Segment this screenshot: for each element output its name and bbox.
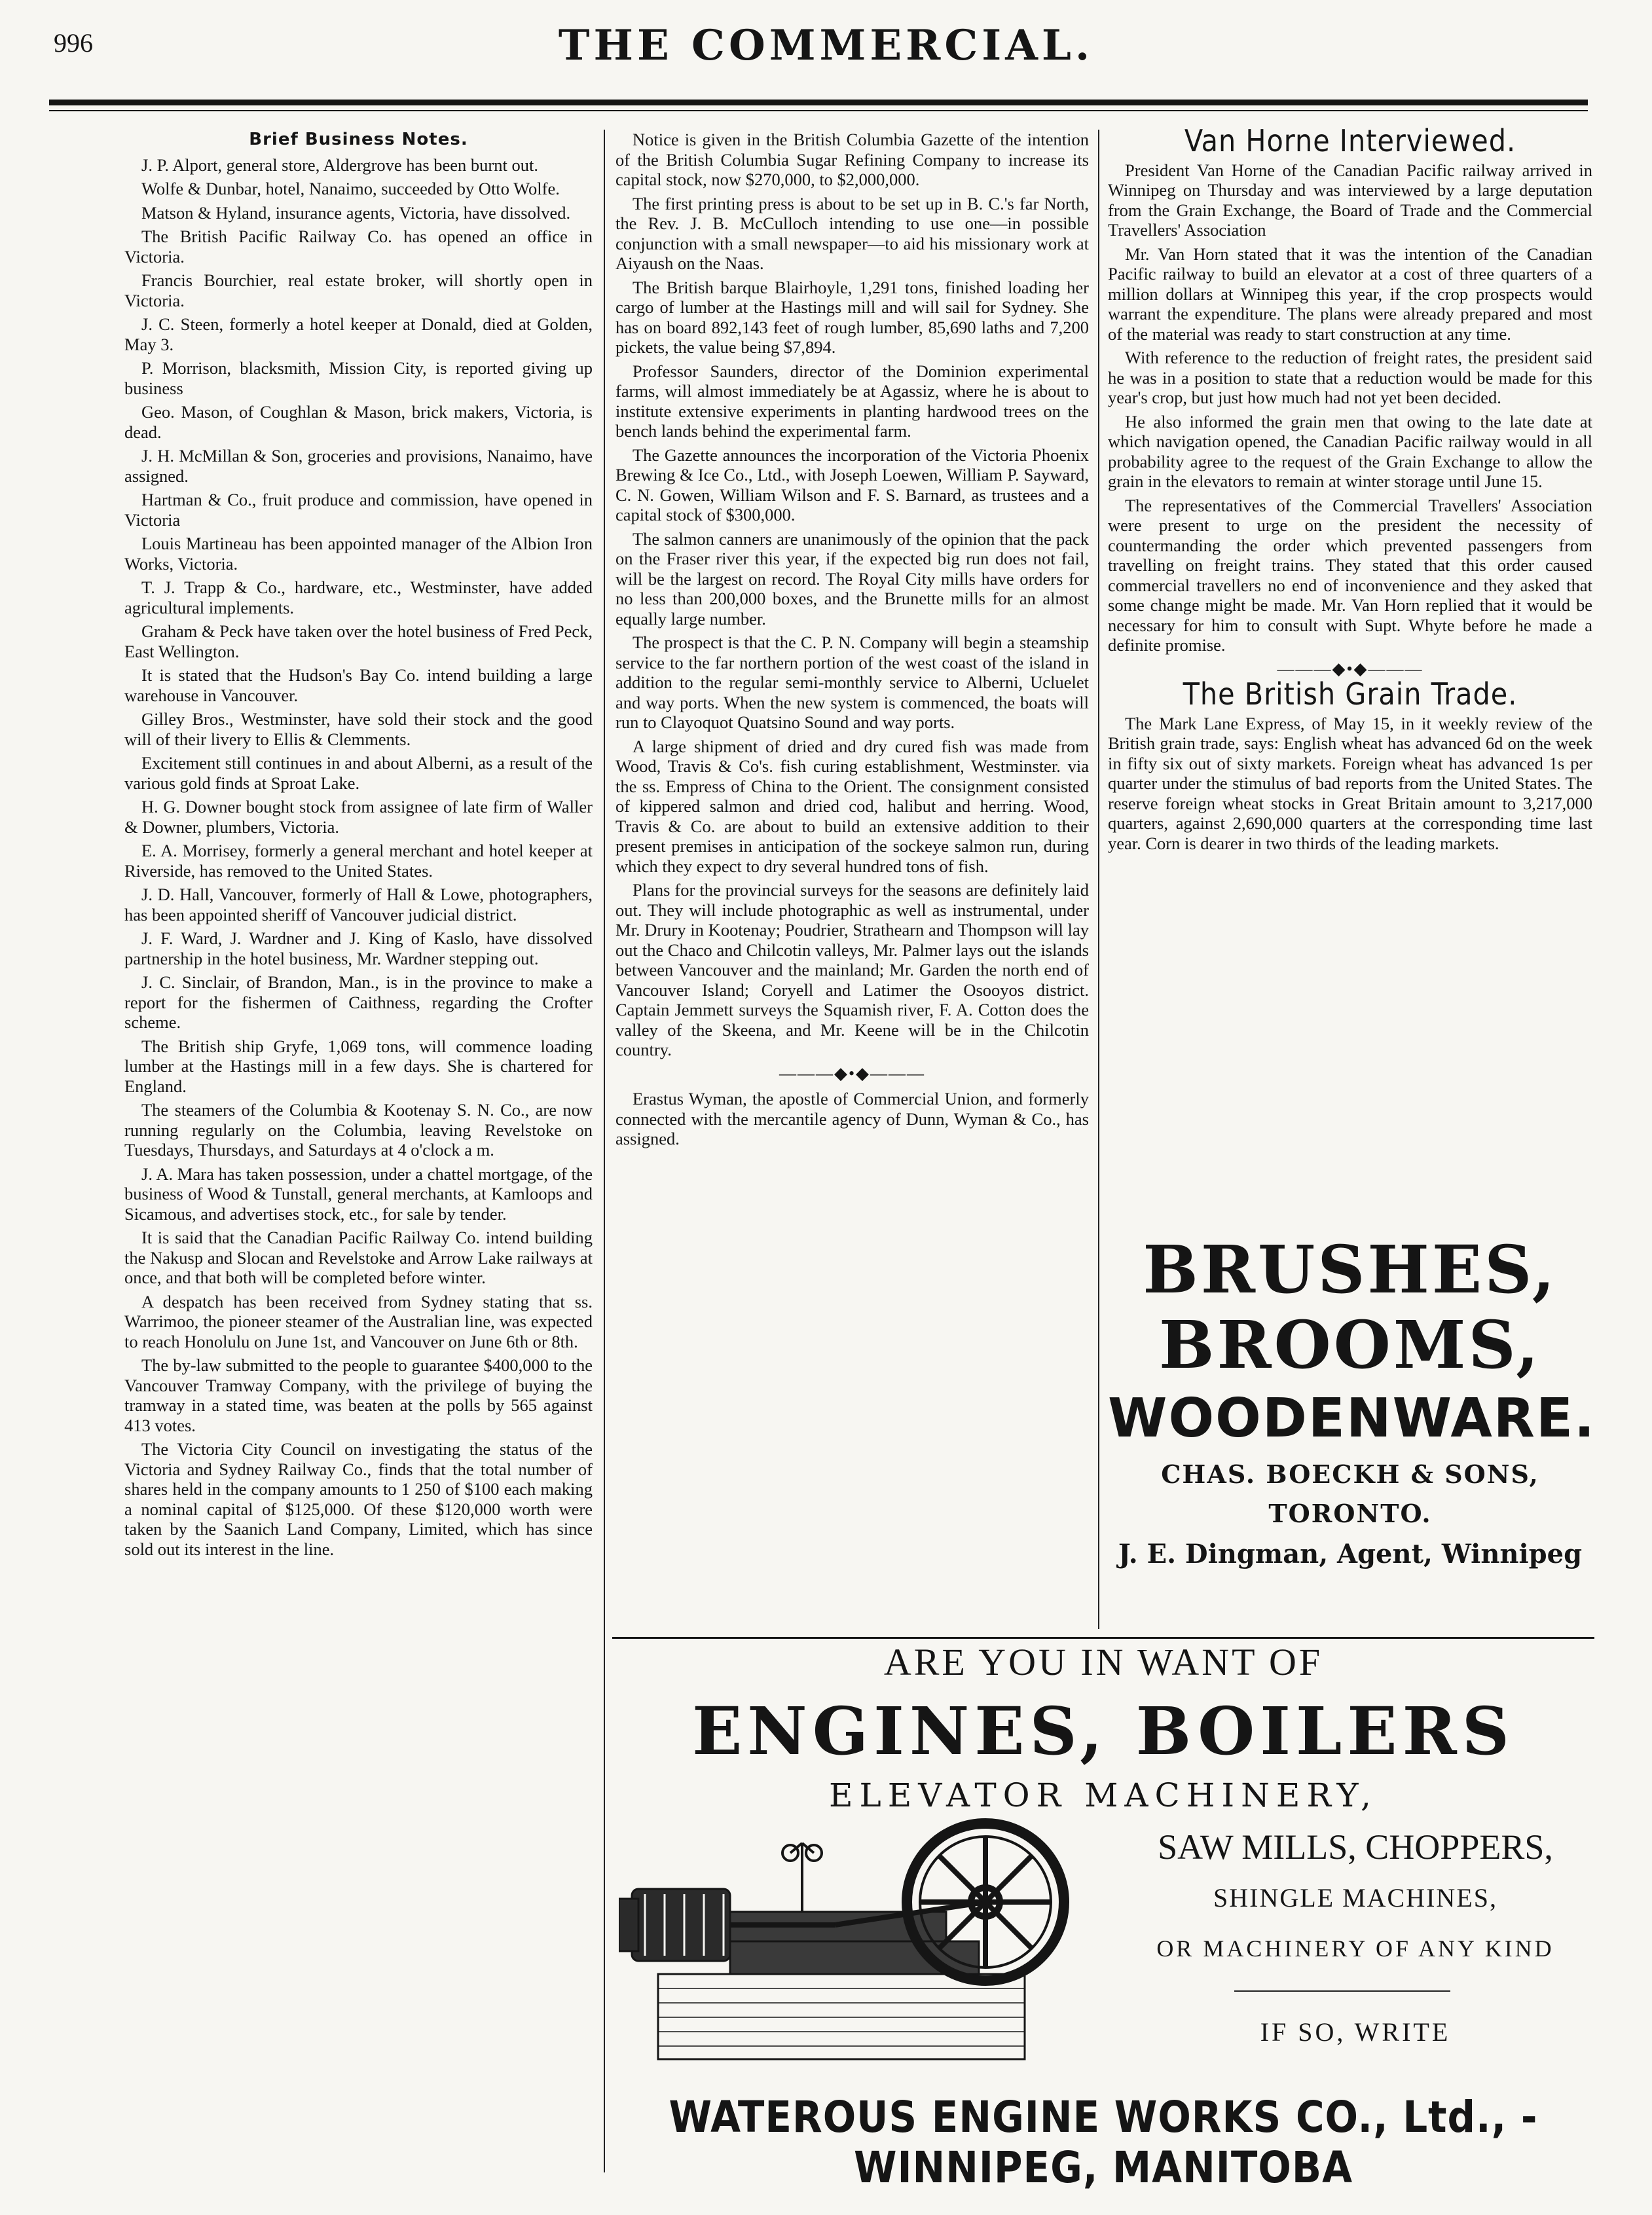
masthead: THE COMMERCIAL. xyxy=(558,21,1094,70)
paragraph: A large shipment of dried and dry cured fish was made from Wood, Travis & Co's. fish curing establishment, Westminster. via the ss. Empress of China to the Orient. The consignment consisted of kippered salmon and dried cod, halibut and herring. Wood, Travis & Co. are about to build an extensive addition to their present premises in anticipation of the sockeye salmon run, during which they expect to dry several hundred tons of fish. xyxy=(615,736,1089,876)
paragraph: Excitement still continues in and about Alberni, as a result of the various gold finds at Sproat Lake. xyxy=(124,753,593,793)
paragraph: It is said that the Canadian Pacific Railway Co. intend building the Nakusp and Slocan and Revelstoke and Arrow Lake railways at once, and that both will be completed before winter. xyxy=(124,1228,593,1287)
page-number: 996 xyxy=(54,28,93,58)
paragraph: The first printing press is about to be set up in B. C.'s far North, the Rev. J. B. McCulloch intending to use one—in possible conjunction with a small newspaper—to aid his missionary work at Aiyaush on the Naas. xyxy=(615,193,1089,273)
paragraph: The British Pacific Railway Co. has opened an office in Victoria. xyxy=(124,227,593,266)
ad-product: SHINGLE MACHINES, xyxy=(1213,1883,1497,1913)
paragraph: Geo. Mason, of Coughlan & Mason, brick makers, Victoria, is dead. xyxy=(124,402,593,442)
paragraph: Graham & Peck have taken over the hotel business of Fred Peck, East Wellington. xyxy=(124,621,593,661)
paragraph: E. A. Morrisey, formerly a general merchant and hotel keeper at Riverside, has removed to the United States. xyxy=(124,841,593,881)
ad-headline: ENGINES, BOILERS xyxy=(692,1693,1514,1770)
paragraph: The British ship Gryfe, 1,069 tons, will commence loading lumber at the Hastings mill in a few days. She is chartered for England. xyxy=(124,1036,593,1096)
paragraph: Erastus Wyman, the apostle of Commercial Union, and formerly connected with the mercantile agency of Dunn, Wyman & Co., has assigned. xyxy=(615,1089,1089,1148)
ad-product: OR MACHINERY OF ANY KIND xyxy=(1156,1935,1554,1962)
paragraph: The representatives of the Commercial Travellers' Association were present to urge on the president the necessity of countermanding the order which prevented passengers from travelling on freight trains. They stated that this order caused commercial travellers no end of inconvenience and they asked that some change might be made. Mr. Van Horn replied that it would be necessary for him to consult with Supt. Whyte before he made a definite promise. xyxy=(1108,495,1592,655)
column-divider xyxy=(604,130,605,2172)
ad-company: WATEROUS ENGINE WORKS CO., Ltd., - WINNIPEG, MANITOBA xyxy=(669,2092,1538,2193)
paragraph: T. J. Trapp & Co., hardware, etc., Westminster, have added agricultural implements. xyxy=(124,577,593,617)
steam-engine-icon xyxy=(619,1817,1103,2079)
article-body xyxy=(615,130,1089,1060)
paragraph: The Gazette announces the incorporation of the Victoria Phoenix Brewing & Ice Co., Ltd., with Joseph Loewen, William P. Sayward, C. N. Gowen, William Wilson and F. S. Barnard, as trustees and a capital stock of $300,000. xyxy=(615,445,1089,524)
paragraph: The Mark Lane Express, of May 15, in it weekly review of the British grain trade, says: English wheat has advanced 6d on the week in fifty six out of sixty markets. Foreign wheat has advanced 1s per quarter under the stimulus of bad reports from the United States. The reserve foreign wheat stocks in Great Britain amount to 3,217,000 quarters, against 2,690,000 quarters at the corresponding time last year. Corn is dearer in two thirds of the leading markets. xyxy=(1108,713,1592,853)
paragraph: Francis Bourchier, real estate broker, will shortly open in Victoria. xyxy=(124,270,593,310)
paragraph: Plans for the provincial surveys for the seasons are definitely laid out. They will include photographic as well as instrumental, under Mr. Drury in Kootenay; Poudrier, Strathearn and Thompson will lay out the Chaco and Chilcotin valleys, Mr. Palmer lays out the islands between Vancouver and the mainland; Mr. Garden the north end of Vancouver Island; Coryell and Latimer the Osooyos district. Captain Jemmett surveys the Squamish river, F. A. Cotton does the valley of the Skeena, and Mr. Keene will be in the Chilcotin country. xyxy=(615,880,1089,1059)
paragraph: J. D. Hall, Vancouver, formerly of Hall & Lowe, photographers, has been appointed sheriff of Vancouver judicial district. xyxy=(124,885,593,924)
ad-agent: J. E. Dingman, Agent, Winnipeg xyxy=(1118,1539,1583,1569)
paragraph: The prospect is that the C. P. N. Company will begin a steamship service to the far northern portion of the west coast of the island in addition to the regular semi-monthly service to Alberni, Ucluelet and way ports. When the new system is commenced, the boats will run to Clayoquot Quatsino Sound and way ports. xyxy=(615,632,1089,732)
column-news xyxy=(615,130,1089,1149)
article-body xyxy=(1108,714,1592,854)
ad-headline: BROOMS, xyxy=(1158,1306,1541,1383)
paragraph: J. P. Alport, general store, Aldergrove has been burnt out. xyxy=(141,155,538,175)
paragraph: Matson & Hyland, insurance agents, Victoria, have dissolved. xyxy=(141,202,571,223)
paragraph: J. H. McMillan & Son, groceries and provisions, Nanaimo, have assigned. xyxy=(124,446,593,486)
paragraph: President Van Horne of the Canadian Pacific railway arrived in Winnipeg on Thursday and was interviewed by a large deputation from the Grain Exchange, the Board of Trade and the Commercial Travellers' Association xyxy=(1108,160,1592,240)
section-heading: Brief Business Notes. xyxy=(249,130,468,149)
paragraph: Notice is given in the British Columbia Gazette of the intention of the British Columbia Sugar Refining Company to increase its capital stock, now $270,000, to $2,000,000. xyxy=(615,130,1089,189)
paragraph: The salmon canners are unanimously of the opinion that the pack on the Fraser river this year, if the expected big run does not fail, will be the largest on record. The Royal City mills have orders for no less than 200,000 boxes, and the Brunette mills for an almost equally large number. xyxy=(615,528,1089,629)
article-body xyxy=(1108,160,1592,655)
ad-rule xyxy=(612,1637,1594,1639)
paragraph: The by-law submitted to the people to guarantee $400,000 to the Vancouver Tramway Company, with the privilege of buying the tramway in a stated time, was beaten at the polls by 565 against 413 votes. xyxy=(124,1355,593,1435)
ad-question: ARE YOU IN WANT OF xyxy=(883,1641,1323,1683)
paragraph: H. G. Downer bought stock from assignee of late firm of Waller & Downer, plumbers, Victoria. xyxy=(124,797,593,837)
header-rule xyxy=(49,100,1588,105)
advertisement-brushes xyxy=(1108,1231,1596,1625)
paragraph: The steamers of the Columbia & Kootenay S. N. Co., are now running regularly on the Columbia, leaving Revelstoke on Tuesdays, Thursdays, and Saturdays at 4 o'clock a m. xyxy=(124,1100,593,1160)
paragraph: The Victoria City Council on investigating the status of the Victoria and Sydney Railway Co., finds that the total number of shares held in the company amounts to 1 250 of $100 each making a nominal capital of $125,000. Of these $120,000 worth were taken by the Saanich Land Company, Limited, which has since sold out its interest in the line. xyxy=(124,1439,593,1559)
paragraph: With reference to the reduction of freight rates, the president said he was in a position to state that a reduction would be made for this year's crop, but just how much had not yet been decided. xyxy=(1108,348,1592,407)
article-body xyxy=(124,155,593,1560)
paragraph: A despatch has been received from Sydney stating that ss. Warrimoo, the pioneer steamer of the Australian line, was expected to reach Honolulu on June 1st, and Vancouver on June 6th or 8th. xyxy=(124,1291,593,1351)
section-heading: Van Horne Interviewed. xyxy=(1184,123,1516,158)
ad-headline: WOODENWARE. xyxy=(1108,1387,1596,1450)
ad-city: TORONTO. xyxy=(1268,1499,1432,1528)
paragraph: Wolfe & Dunbar, hotel, Nanaimo, succeeded by Otto Wolfe. xyxy=(141,179,560,198)
paragraph: It is stated that the Hudson's Bay Co. intend building a large warehouse in Vancouver. xyxy=(124,665,593,705)
paragraph: Louis Martineau has been appointed manager of the Albion Iron Works, Victoria. xyxy=(124,534,593,574)
ad-company: CHAS. BOECKH & SONS, xyxy=(1161,1459,1539,1489)
paragraph: J. C. Sinclair, of Brandon, Man., is in the province to make a report for the fishermen of Caithness, regarding the Crofter scheme. xyxy=(124,972,593,1032)
ad-headline: BRUSHES, xyxy=(1143,1231,1558,1308)
paragraph: Mr. Van Horn stated that it was the intention of the Canadian Pacific railway to build an elevator at a cost of three quarters of a million dollars at Winnipeg this year, if the crop prospects would warrant the expenditure. The plans were already prepared and most of the material was ready to start construction at any time. xyxy=(1108,244,1592,344)
paragraph: J. F. Ward, J. Wardner and J. King of Kaslo, have dissolved partnership in the hotel business, Mr. Wardner stepping out. xyxy=(124,928,593,968)
column-van-horne xyxy=(1108,123,1592,857)
paragraph: Gilley Bros., Westminster, have sold their stock and the good will of their livery to Ellis & Clemments. xyxy=(124,709,593,749)
ad-separator xyxy=(1234,1990,1450,1992)
column-divider xyxy=(1098,130,1099,1629)
paragraph: He also informed the grain men that owing to the late date at which navigation opened, the Canadian Pacific railway would in all probability agree to the request of the Grain Exchange to allow the grain in the elevators to remain at winter storage until June 15. xyxy=(1108,411,1592,491)
ad-product: SAW MILLS, CHOPPERS, xyxy=(1158,1827,1553,1867)
paragraph: Hartman & Co., fruit produce and commission, have opened in Victoria xyxy=(124,490,593,530)
ad-subheadline: ELEVATOR MACHINERY, xyxy=(829,1776,1378,1814)
ad-call-to-action: IF SO, WRITE xyxy=(1260,2017,1451,2047)
paragraph: Professor Saunders, director of the Dominion experimental farms, will almost immediately be at Agassiz, where he is about to institute extensive experiments in planting hardwood trees on the bench lands behind the experimental farm. xyxy=(615,361,1089,441)
paragraph: P. Morrison, blacksmith, Mission City, is reported giving up business xyxy=(124,358,593,398)
section-heading: The British Grain Trade. xyxy=(1183,676,1518,712)
paragraph: J. A. Mara has taken possession, under a chattel mortgage, of the business of Wood & Tunstall, general merchants, at Kamloops and Sicamous, and advertises stock, etc., for sale by tender. xyxy=(124,1163,593,1224)
ornament-divider: ———◆•◆——— xyxy=(1277,659,1423,678)
header-rule-thin xyxy=(49,110,1588,111)
paragraph: J. C. Steen, formerly a hotel keeper at Donald, died at Golden, May 3. xyxy=(124,314,593,354)
ornament-divider: ———◆•◆——— xyxy=(779,1063,926,1083)
paragraph: The British barque Blairhoyle, 1,291 tons, finished loading her cargo of lumber at the Hastings mill and will sail for Sydney. She has on board 892,143 feet of rough lumber, 85,690 laths and 7,200 pickets, the value being $7,894. xyxy=(615,277,1089,357)
advertisement-engines xyxy=(612,1640,1594,2193)
column-brief-business-notes xyxy=(124,130,593,1563)
